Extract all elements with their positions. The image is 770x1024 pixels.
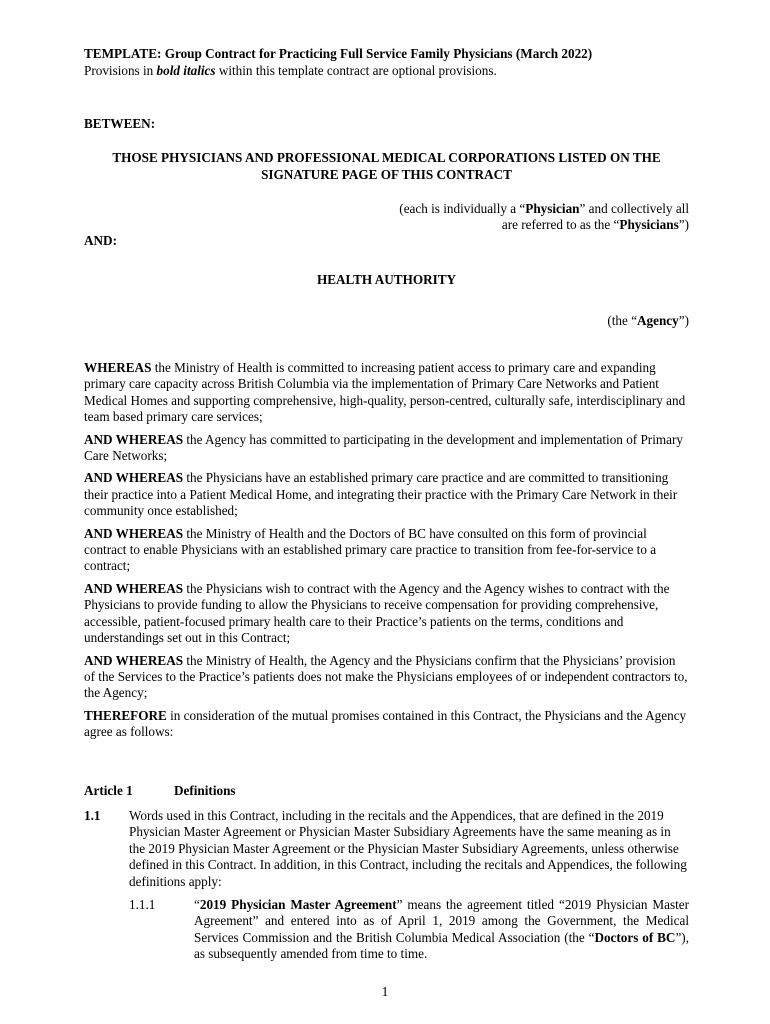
section-1-1 — [84, 808, 689, 890]
recital — [84, 653, 689, 702]
defined-term-doctors-of-bc: Doctors of BC — [594, 929, 676, 945]
recital — [84, 526, 689, 575]
recital-lead: AND WHEREAS — [84, 470, 184, 486]
recital — [84, 360, 689, 426]
recital-text: in consideration of the mutual promises contained in this Contract, the Physicians and the Agency agree as follows: — [84, 707, 687, 740]
subsection-1-1-1 — [84, 897, 689, 963]
article-number: Article 1 — [84, 783, 133, 798]
def-post: ”) — [678, 313, 689, 328]
subsection-number: 1.1.1 — [129, 897, 156, 912]
def-post: ”) — [678, 217, 689, 232]
recital-text: the Physicians wish to contract with the Agency and the Agency wishes to contract with the Physicians to provide funding to allow the Physicians to receive compensation for providing comprehensive, accessible, patient-focused primary health care to their Practice’s patients on the terms, conditions and understandings set out in this Contract; — [84, 580, 670, 646]
recital-text: the Physicians have an established primary care practice and are committed to transitioning their practice into a Patient Medical Home, and integrating their practice with the Primary Care Network in their community once established; — [84, 470, 678, 519]
recital-text: the Ministry of Health and the Doctors of BC have consulted on this form of provincial contract to enable Physicians with an established primary care practice to transition from fee-for-service to a contract; — [84, 525, 657, 574]
party2-name: HEALTH AUTHORITY — [316, 272, 457, 287]
recital-lead: AND WHEREAS — [84, 525, 184, 541]
article-title: Definitions — [174, 783, 236, 798]
recital-lead: AND WHEREAS — [84, 652, 184, 668]
between-label: BETWEEN: — [84, 116, 156, 131]
def-pre: (each is individually a “ — [399, 201, 526, 216]
article-heading — [84, 783, 133, 799]
page-number: 1 — [381, 984, 389, 999]
definition-text-end: ”), as subsequently amended from time to time. — [194, 929, 689, 962]
recital — [84, 470, 689, 519]
recital — [84, 708, 689, 741]
physician-term: Physician — [525, 201, 580, 216]
recital-lead: THEREFORE — [84, 707, 167, 723]
physicians-term: Physicians — [619, 217, 679, 232]
recital-text: the Ministry of Health, the Agency and the Physicians confirm that the Physicians’ provision of the Services to the Practice’s patients does not make the Physicians employees of or independent contractors to, the Agency; — [84, 652, 688, 701]
document-title: TEMPLATE: Group Contract for Practicing Full Service Family Physicians (March 2022) — [84, 46, 593, 61]
subsection-text — [194, 897, 689, 963]
optional-provisions-note — [84, 63, 497, 79]
recital-lead: AND WHEREAS — [84, 431, 184, 447]
party1-definition-line1 — [84, 201, 689, 217]
recital — [84, 581, 689, 647]
section-number: 1.1 — [84, 808, 101, 823]
recital-text: the Ministry of Health is committed to increasing patient access to primary care and expanding primary care capacity across British Columbia via the implementation of Primary Care Networks and Patient Medical Homes and supporting comprehensive, high-quality, person-centred, culturally safe, interdisciplinary and team based primary care services; — [84, 360, 686, 425]
note-prefix: Provisions in — [84, 63, 157, 78]
recital-text: the Agency has committed to participating in the development and implementation of Primary Care Networks; — [84, 431, 683, 464]
party1-line2: SIGNATURE PAGE OF THIS CONTRACT — [261, 167, 512, 182]
party2-definition — [84, 313, 689, 329]
open-quote: “ — [194, 897, 200, 912]
recital-lead: WHEREAS — [84, 360, 152, 375]
party1-definition-line2 — [84, 217, 689, 233]
recitals — [84, 360, 689, 741]
agency-term: Agency — [636, 313, 679, 328]
note-emphasis: bold italics — [156, 63, 216, 78]
and-label: AND: — [84, 233, 117, 248]
section-text: Words used in this Contract, including in the recitals and the Appendices, that are defined in the 2019 Physician Master Agreement or Physician Master Subsidiary Agreements have the same meaning as in the 2019 Physician Master Agreement or the Physician Master Subsidiary Agreements, unless otherwise defined in this Contract. In addition, in this Contract, including the recitals and Appendices, the following definitions apply: — [129, 808, 687, 889]
recital-lead: AND WHEREAS — [84, 580, 184, 596]
party1-line1: THOSE PHYSICIANS AND PROFESSIONAL MEDICAL CORPORATIONS LISTED ON THE — [112, 150, 661, 165]
def-pre: are referred to as the “ — [501, 217, 620, 232]
def-post: ” and collectively all — [579, 201, 689, 216]
defined-term: 2019 Physician Master Agreement — [199, 897, 397, 912]
definition-text: ” means the agreement titled “2019 Physician Master Agreement” and entered into as of April 1, 2019 among the Government, the Medical Services Commission and the British Columbia Medical Association (the “ — [194, 897, 689, 945]
note-suffix: within this template contract are optional provisions. — [215, 63, 497, 78]
recital — [84, 432, 689, 465]
def-pre: (the “ — [607, 313, 637, 328]
